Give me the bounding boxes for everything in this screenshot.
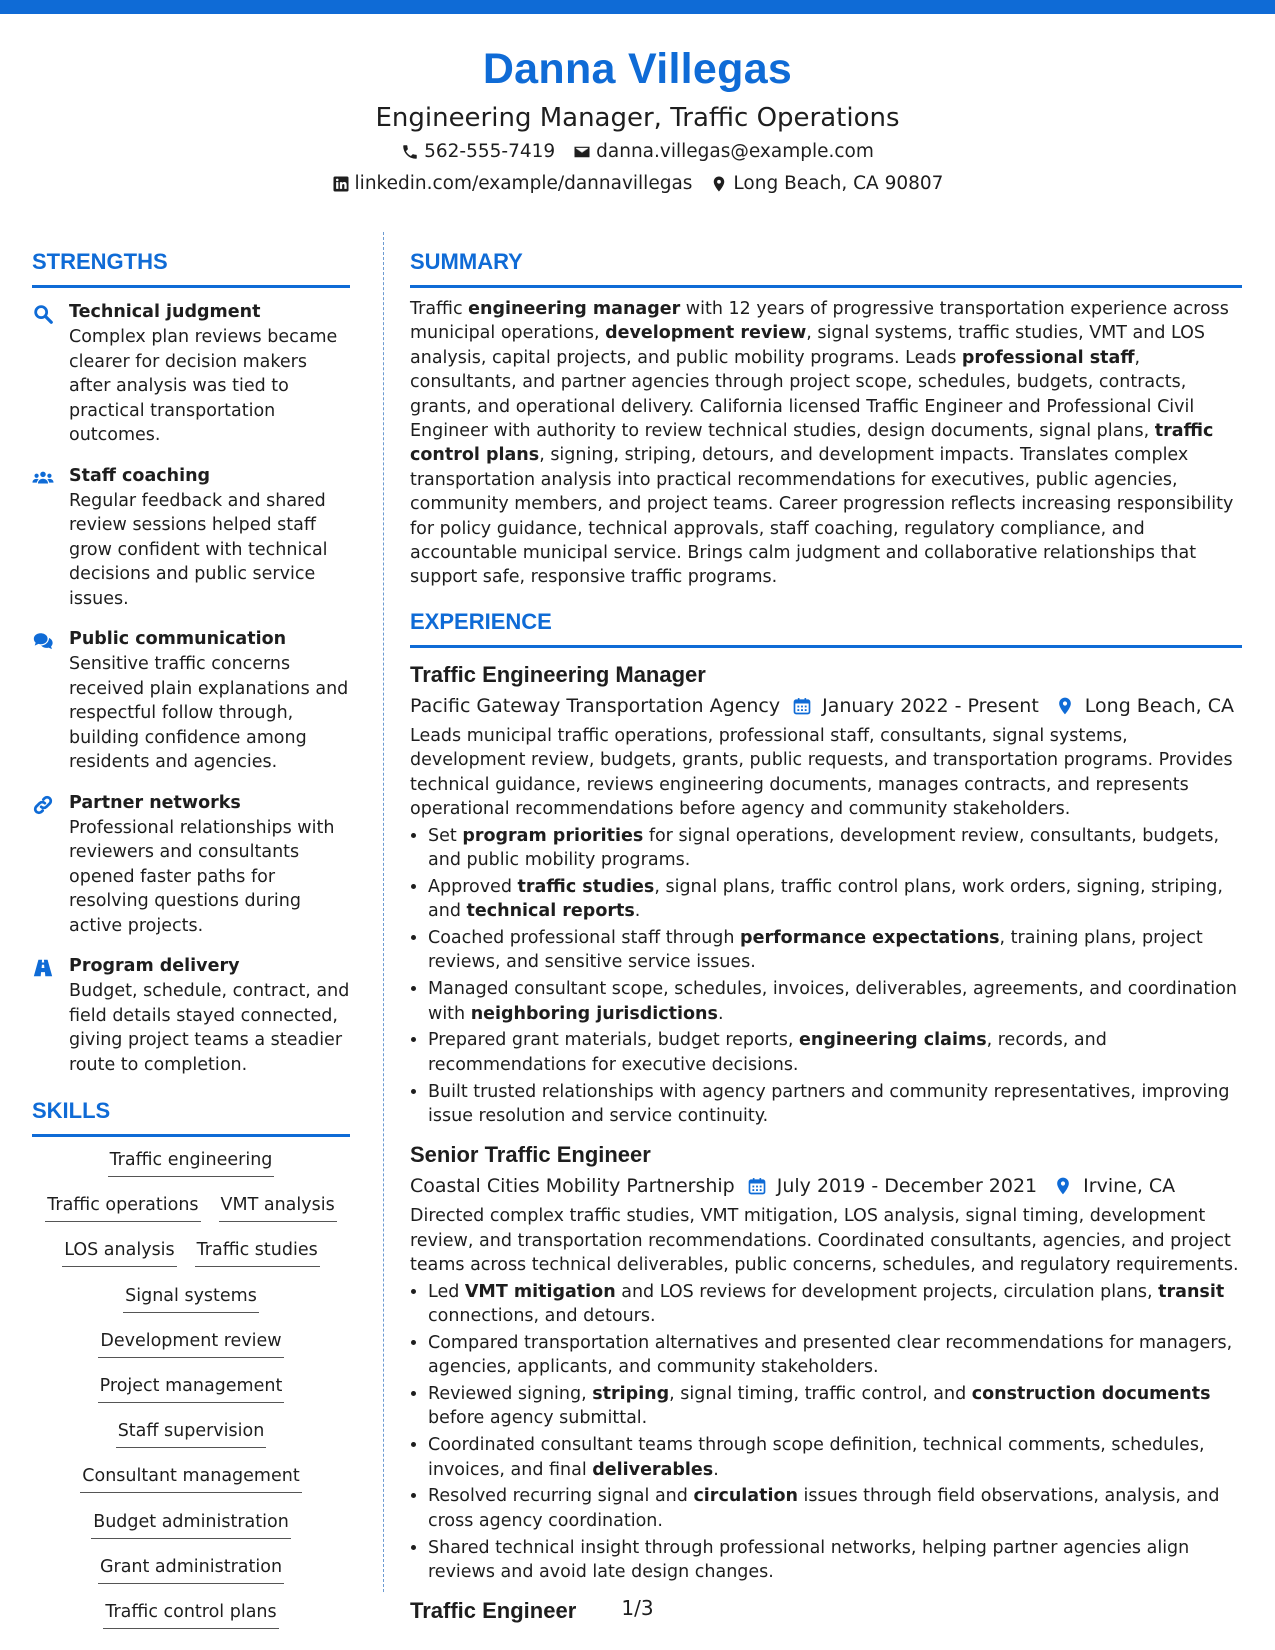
road-icon: [32, 957, 54, 979]
skill-tag: Traffic studies: [195, 1237, 320, 1267]
location-text: Long Beach, CA 90807: [733, 173, 944, 194]
bullet-item: • Resolved recurring signal and circulation issues through field observations, analysis, and cross agency coordination.: [428, 1484, 1242, 1533]
strength-desc: Professional relationships with reviewers and consultants opened faster paths for resolving questions during active projects.: [69, 817, 335, 936]
skill-tag: Project management: [98, 1373, 285, 1403]
right-column: [410, 244, 1242, 1638]
skill-tag: Traffic operations: [45, 1192, 200, 1222]
resume-header: [0, 38, 1275, 200]
email-text[interactable]: danna.villegas@example.com: [596, 141, 874, 162]
strength-item: [32, 464, 350, 612]
skills-list: [32, 1147, 350, 1644]
skill-tag: Traffic engineering: [108, 1147, 275, 1177]
column-divider: [383, 232, 384, 1592]
skill-tag: Traffic control plans: [103, 1599, 278, 1629]
strength-item: [32, 627, 350, 775]
experience-heading: EXPERIENCE: [410, 604, 1242, 648]
strength-item: [32, 954, 350, 1077]
job-meta: [410, 690, 1242, 722]
skill-tag: VMT analysis: [219, 1192, 337, 1222]
skill-tag: Grant administration: [98, 1554, 284, 1584]
search-icon: [32, 303, 54, 325]
strength-desc: Budget, schedule, contract, and field details stayed connected, giving project teams a steadier route to completion.: [69, 981, 350, 1075]
page-number: 1/3: [621, 1596, 654, 1620]
link-icon: [32, 794, 54, 816]
job-location: Long Beach, CA: [1084, 694, 1234, 717]
skill-tag: Staff supervision: [116, 1418, 267, 1448]
location-item: [710, 168, 943, 200]
job-title: Traffic Engineer: [410, 1598, 577, 1624]
skill-row: [32, 1192, 350, 1237]
skills-heading: SKILLS: [32, 1093, 350, 1137]
top-accent-bar: [0, 0, 1275, 14]
strength-desc: Regular feedback and shared review sessions helped staff grow confident with technical decisions and public service issues.: [69, 490, 328, 609]
job-title: Traffic Engineering Manager: [410, 661, 706, 687]
skill-row: [32, 1283, 350, 1328]
bullet-item: • Approved traffic studies, signal plans, traffic control plans, work orders, signing, striping, and technical reports.: [428, 875, 1242, 924]
skill-tag: Development review: [98, 1328, 283, 1358]
bullet-item: • Managed consultant scope, schedules, invoices, deliverables, agreements, and coordination with neighboring jurisdictions.: [428, 977, 1242, 1026]
job-entry: [410, 1140, 1242, 1584]
skill-tag: Signal systems: [123, 1283, 259, 1313]
envelope-icon: [573, 143, 591, 161]
strength-title: Staff coaching: [69, 465, 211, 486]
strength-item: [32, 300, 350, 448]
bullet-item: • Shared technical insight through professional networks, helping partner agencies align reviews and avoid late design changes.: [428, 1536, 1242, 1585]
bullet-item: • Compared transportation alternatives and presented clear recommendations for managers, agencies, applicants, and community stakeholders.: [428, 1331, 1242, 1380]
phone-text: 562-555-7419: [424, 141, 556, 162]
job-company: Pacific Gateway Transportation Agency: [410, 694, 781, 717]
phone-item: [401, 136, 555, 168]
bullet-item: • Set program priorities for signal operations, development review, consultants, budgets, and public mobility programs.: [428, 824, 1242, 873]
candidate-title: Engineering Manager, Traffic Operations: [375, 103, 900, 133]
phone-icon: [401, 143, 419, 161]
job-entry: [410, 660, 1242, 1128]
contact-row-1: [0, 136, 1275, 168]
strength-desc: Complex plan reviews became clearer for decision makers after analysis was tied to practical transportation outcomes.: [69, 327, 338, 445]
bullet-item: • Coordinated consultant teams through scope definition, technical comments, schedules, invoices, and final deliverables.: [428, 1433, 1242, 1482]
job-bullets: [410, 1280, 1242, 1585]
linkedin-icon: [332, 175, 350, 193]
strength-item: [32, 791, 350, 939]
email-item[interactable]: [573, 136, 874, 168]
chat-icon: [32, 630, 54, 652]
strength-title: Program delivery: [69, 956, 240, 976]
calendar-icon: [747, 1176, 767, 1196]
summary-text: Traffic engineering manager with 12 years of progressive transportation experience across municipal operations, development review, signal systems, traffic studies, VMT and LOS analysis, capital projects, and public mobility programs. Leads professional staff, consultants, and partner agencies through project scope, schedules, budgets, contracts, grants, and operational delivery. California licensed Traffic Engineer and Professional Civil Engineer with authority to review technical studies, design documents, signal plans, traffic control plans, signing, striping, detours, and development impacts. Translates complex transportation analysis into practical recommendations for executives, public agencies, community members, and project teams. Career progression reflects increasing responsibility for policy guidance, technical approvals, staff coaching, regulatory compliance, and accountable municipal service. Brings calm judgment and collaborative relationships that support safe, responsive traffic programs.: [410, 299, 1234, 588]
strength-desc: Sensitive traffic concerns received plain explanations and respectful follow through, building confidence among residents and agencies.: [69, 654, 349, 772]
skill-tag: LOS analysis: [62, 1237, 176, 1267]
skill-tag: Budget administration: [91, 1509, 291, 1539]
linkedin-item[interactable]: [332, 168, 693, 200]
contact-row-2: [0, 168, 1275, 200]
job-title: Senior Traffic Engineer: [410, 1142, 651, 1168]
bullet-item: • Prepared grant materials, budget reports, engineering claims, records, and recommendations for executive decisions.: [428, 1028, 1242, 1077]
bullet-item: • Built trusted relationships with agency partners and community representatives, improving issue resolution and service continuity.: [428, 1080, 1242, 1129]
bullet-item: • Led VMT mitigation and LOS reviews for development projects, circulation plans, transit connections, and detours.: [428, 1280, 1242, 1329]
strength-title: Public communication: [69, 629, 287, 649]
job-bullets: [410, 824, 1242, 1129]
skill-row: [32, 1509, 350, 1554]
map-pin-icon: [1053, 1176, 1073, 1196]
map-pin-icon: [710, 175, 728, 193]
left-column: [32, 244, 350, 1644]
strength-title: Partner networks: [69, 792, 241, 813]
summary-heading: SUMMARY: [410, 244, 1242, 288]
strength-title: Technical judgment: [69, 302, 261, 322]
job-location: Irvine, CA: [1083, 1175, 1176, 1198]
bullet-item: • Coached professional staff through performance expectations, training plans, project reviews, and sensitive service issues.: [428, 926, 1242, 975]
skill-row: [32, 1373, 350, 1418]
skill-row: [32, 1418, 350, 1463]
job-description: Directed complex traffic studies, VMT mitigation, LOS analysis, signal timing, development review, and transportation recommendations. Coordinated consultants, agencies, and project teams across technical deliverables, public concerns, schedules, and regulatory requirements.: [410, 1206, 1239, 1276]
job-dates: January 2022 - Present: [822, 694, 1039, 717]
skill-row: [32, 1147, 350, 1192]
skill-tag: Consultant management: [80, 1463, 301, 1493]
skill-row: [32, 1554, 350, 1599]
strengths-heading: STRENGTHS: [32, 244, 350, 288]
linkedin-text[interactable]: linkedin.com/example/dannavillegas: [354, 173, 693, 194]
job-description: Leads municipal traffic operations, professional staff, consultants, signal systems, development review, budgets, grants, public requests, and transportation programs. Provides technical guidance, reviews engineering documents, manages contracts, and represents operational recommendations before agency and community stakeholders.: [410, 725, 1233, 820]
skill-row: [32, 1237, 350, 1282]
skill-row: [32, 1463, 350, 1508]
job-company: Coastal Cities Mobility Partnership: [410, 1175, 735, 1198]
map-pin-icon: [1055, 696, 1075, 716]
bullet-item: • Reviewed signing, striping, signal timing, traffic control, and construction documents before agency submittal.: [428, 1382, 1242, 1431]
candidate-name: Danna Villegas: [482, 45, 793, 93]
calendar-icon: [792, 696, 812, 716]
job-meta: [410, 1170, 1242, 1202]
job-dates: July 2019 - December 2021: [776, 1175, 1038, 1198]
users-icon: [32, 467, 54, 489]
skill-row: [32, 1328, 350, 1373]
